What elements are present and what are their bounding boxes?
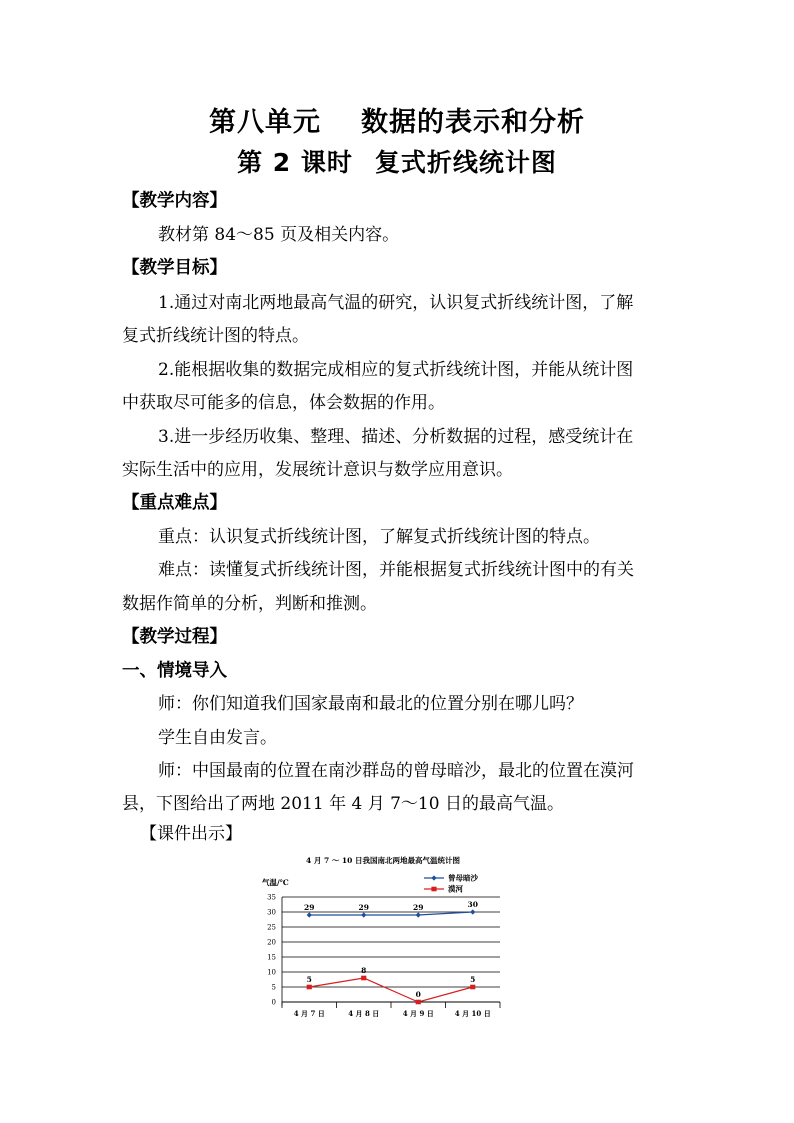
data-point <box>361 912 366 917</box>
goal-1-line-2: 复式折线统计图的特点。 <box>122 326 309 346</box>
unit-topic: 数据的表示和分析 <box>361 107 585 138</box>
data-point <box>416 912 421 917</box>
data-point <box>470 909 475 914</box>
step-1-heading: 一、情境导入 <box>122 661 227 681</box>
unit-title <box>0 100 794 139</box>
data-label: 5 <box>306 975 312 984</box>
content-heading: 【教学内容】 <box>122 191 227 211</box>
data-label: 29 <box>304 903 315 912</box>
x-tick-label: 4 月 7 日 <box>293 1009 325 1018</box>
y-tick-label: 25 <box>267 923 276 932</box>
key-heading: 【重点难点】 <box>122 493 227 513</box>
teacher-explain-line-1: 师：中国最南的位置在南沙群岛的曾母暗沙，最北的位置在漠河 <box>158 761 634 781</box>
legend-label: 曾母暗沙 <box>448 873 478 883</box>
data-label: 0 <box>415 990 421 999</box>
goal-2-line-1: 2.能根据收集的数据完成相应的复式折线统计图，并能从统计图 <box>158 360 634 380</box>
y-tick-label: 20 <box>267 938 276 947</box>
y-tick-label: 30 <box>267 908 276 917</box>
goal-1-line-1: 1.通过对南北两地最高气温的研究，认识复式折线统计图，了解 <box>158 293 634 313</box>
data-label: 29 <box>413 903 424 912</box>
teacher-explain-line-2: 县，下图给出了两地 2011 年 4 月 7～10 日的最高气温。 <box>122 794 564 814</box>
x-tick-label: 4 月 10 日 <box>454 1009 491 1018</box>
goal-heading: 【教学目标】 <box>122 258 227 278</box>
data-point <box>416 1000 421 1005</box>
goal-2-line-2: 中获取尽可能多的信息，体会数据的作用。 <box>122 393 445 413</box>
x-tick-label: 4 月 9 日 <box>402 1009 434 1018</box>
key-text: 重点：认识复式折线统计图，了解复式折线统计图的特点。 <box>158 527 600 547</box>
legend-label: 漠河 <box>448 884 463 894</box>
chart-svg <box>258 853 508 1023</box>
series-line-0 <box>309 912 473 915</box>
y-tick-label: 15 <box>267 953 276 962</box>
data-label: 5 <box>470 975 476 984</box>
data-point <box>307 912 312 917</box>
y-tick-label: 35 <box>267 893 276 902</box>
data-point <box>307 985 312 990</box>
chart-title: 4 月 7 ～ 10 日我国南北两地最高气温统计图 <box>306 856 460 865</box>
lesson-label: 第 2 课时 <box>237 148 353 177</box>
process-heading: 【教学过程】 <box>122 627 227 647</box>
lesson-title <box>0 143 794 179</box>
unit-label: 第八单元 <box>209 107 321 138</box>
y-tick-label: 5 <box>271 983 276 992</box>
data-label: 8 <box>361 966 367 975</box>
y-tick-label: 10 <box>267 968 276 977</box>
legend-marker <box>431 887 436 892</box>
data-point <box>470 985 475 990</box>
difficulty-line-2: 数据作简单的分析，判断和推测。 <box>122 594 377 614</box>
goal-3-line-2: 实际生活中的应用，发展统计意识与数学应用意识。 <box>122 460 513 480</box>
difficulty-line-1: 难点：读懂复式折线统计图，并能根据复式折线统计图中的有关 <box>158 560 634 580</box>
legend-marker <box>431 875 436 880</box>
content-text: 教材第 84～85 页及相关内容。 <box>158 225 400 245</box>
data-label: 30 <box>467 900 478 909</box>
y-axis-label: 气温/℃ <box>262 878 289 887</box>
x-tick-label: 4 月 8 日 <box>348 1009 380 1018</box>
goal-3-line-1: 3.进一步经历收集、整理、描述、分析数据的过程，感受统计在 <box>158 427 634 447</box>
data-point <box>361 976 366 981</box>
data-label: 29 <box>358 903 369 912</box>
series-line-1 <box>309 978 473 1002</box>
student-response: 学生自由发言。 <box>158 728 277 748</box>
lesson-topic: 复式折线统计图 <box>374 148 557 177</box>
temperature-line-chart <box>258 853 508 1023</box>
y-tick-label: 0 <box>271 998 276 1007</box>
teacher-question: 师：你们知道我们国家最南和最北的位置分别在哪儿吗？ <box>158 694 583 714</box>
courseware-heading: 【课件出示】 <box>140 824 242 844</box>
